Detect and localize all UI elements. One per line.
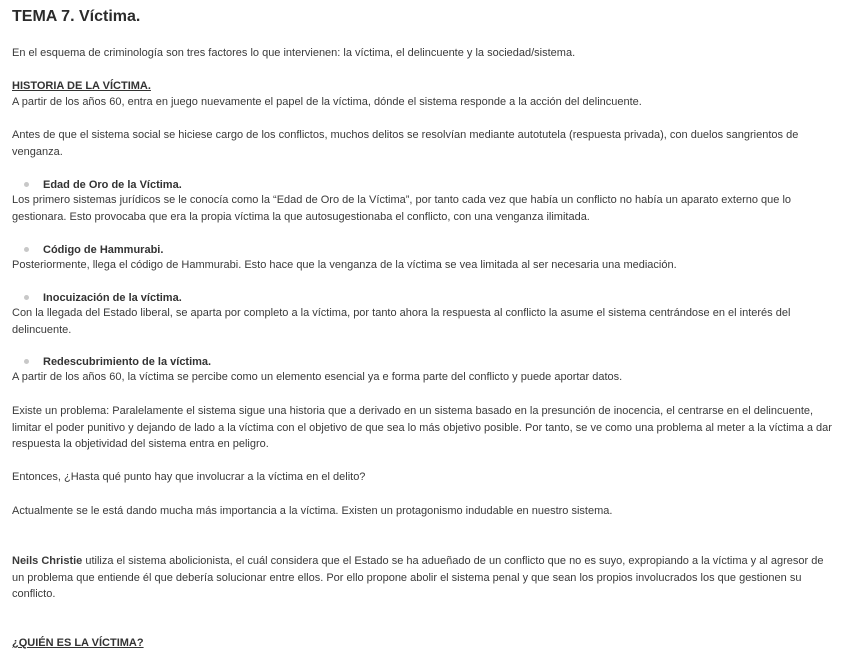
intro-paragraph: En el esquema de criminología son tres factores lo que intervienen: la víctima, el delincuente y la sociedad/sistema. [12, 47, 576, 59]
bullet-title: Edad de Oro de la Víctima. [43, 179, 182, 191]
bullet-title: Inocuización de la víctima. [43, 292, 182, 304]
christie-paragraph [12, 553, 832, 603]
bullet-item-redescubrimiento [24, 354, 211, 370]
quien-heading: ¿QUIÉN ES LA VÍCTIMA? [12, 637, 144, 649]
bullet-text: Con la llegada del Estado liberal, se aparta por completo a la víctima, por tanto ahora la respuesta al conflicto la asume el sistema centrándose en el interés del delincuente. [12, 307, 791, 336]
page-title: TEMA 7. Víctima. [12, 8, 141, 25]
bullet-text: Los primero sistemas jurídicos se le conocía como la “Edad de Oro de la Víctima”, por tanto cada vez que había un conflicto no había un aparato externo que lo gestionara. Esto provocaba que era la propia víctima la que autosugestionaba el conflicto, con una venganza ilimitada. [12, 194, 792, 223]
bullet-item-inocuizacion [24, 290, 182, 306]
problema-paragraph: Existe un problema: Paralelamente el sistema sigue una historia que a derivado en un sistema basado en la presunción de inocencia, el centrarse en el delincuente, limitar el poder punitivo y dejando de lado a la víctima con el objetivo de que sea lo más objetivo posible. Por tanto, se ve como una problema al meter a la víctima a dar respuesta la objetividad del sistema entra en peligro. [12, 405, 832, 450]
bullet-dot-icon [24, 295, 29, 300]
bullet-item-edad-oro [24, 177, 182, 193]
historia-paragraph-1: A partir de los años 60, entra en juego nuevamente el papel de la víctima, dónde el sistema responde a la acción del delincuente. [12, 96, 642, 108]
bullet-dot-icon [24, 359, 29, 364]
bullet-title: Código de Hammurabi. [43, 244, 164, 256]
historia-heading: HISTORIA DE LA VÍCTIMA. [12, 80, 151, 92]
christie-text: utiliza el sistema abolicionista, el cuál considera que el Estado se ha adueñado de un conflicto que no es suyo, expropiando a la víctima y al agresor de un problema que entiende él que debería solucionar entre ellos. Por ello propone abolir el sistema penal y que sean los propios involucrados los que gestionen su conflicto. [12, 555, 824, 600]
bullet-title: Redescubrimiento de la víctima. [43, 356, 212, 368]
pregunta-paragraph: Entonces, ¿Hasta qué punto hay que involucrar a la víctima en el delito? [12, 471, 366, 483]
bullet-item-hammurabi [24, 242, 163, 258]
bullet-dot-icon [24, 247, 29, 252]
christie-name: Neils Christie [12, 555, 83, 567]
bullet-dot-icon [24, 182, 29, 187]
historia-paragraph-2: Antes de que el sistema social se hiciese cargo de los conflictos, muchos delitos se resolvían mediante autotutela (respuesta privada), con duelos sangrientos de venganza. [12, 129, 799, 158]
bullet-text: A partir de los años 60, la víctima se percibe como un elemento esencial ya e forma parte del conflicto y puede aportar datos. [12, 371, 623, 383]
bullet-text: Posteriormente, llega el código de Hammurabi. Esto hace que la venganza de la víctima se vea limitada al ser necesaria una mediación. [12, 259, 677, 271]
actualmente-paragraph: Actualmente se le está dando mucha más importancia a la víctima. Existen un protagonismo indudable en nuestro sistema. [12, 505, 613, 517]
